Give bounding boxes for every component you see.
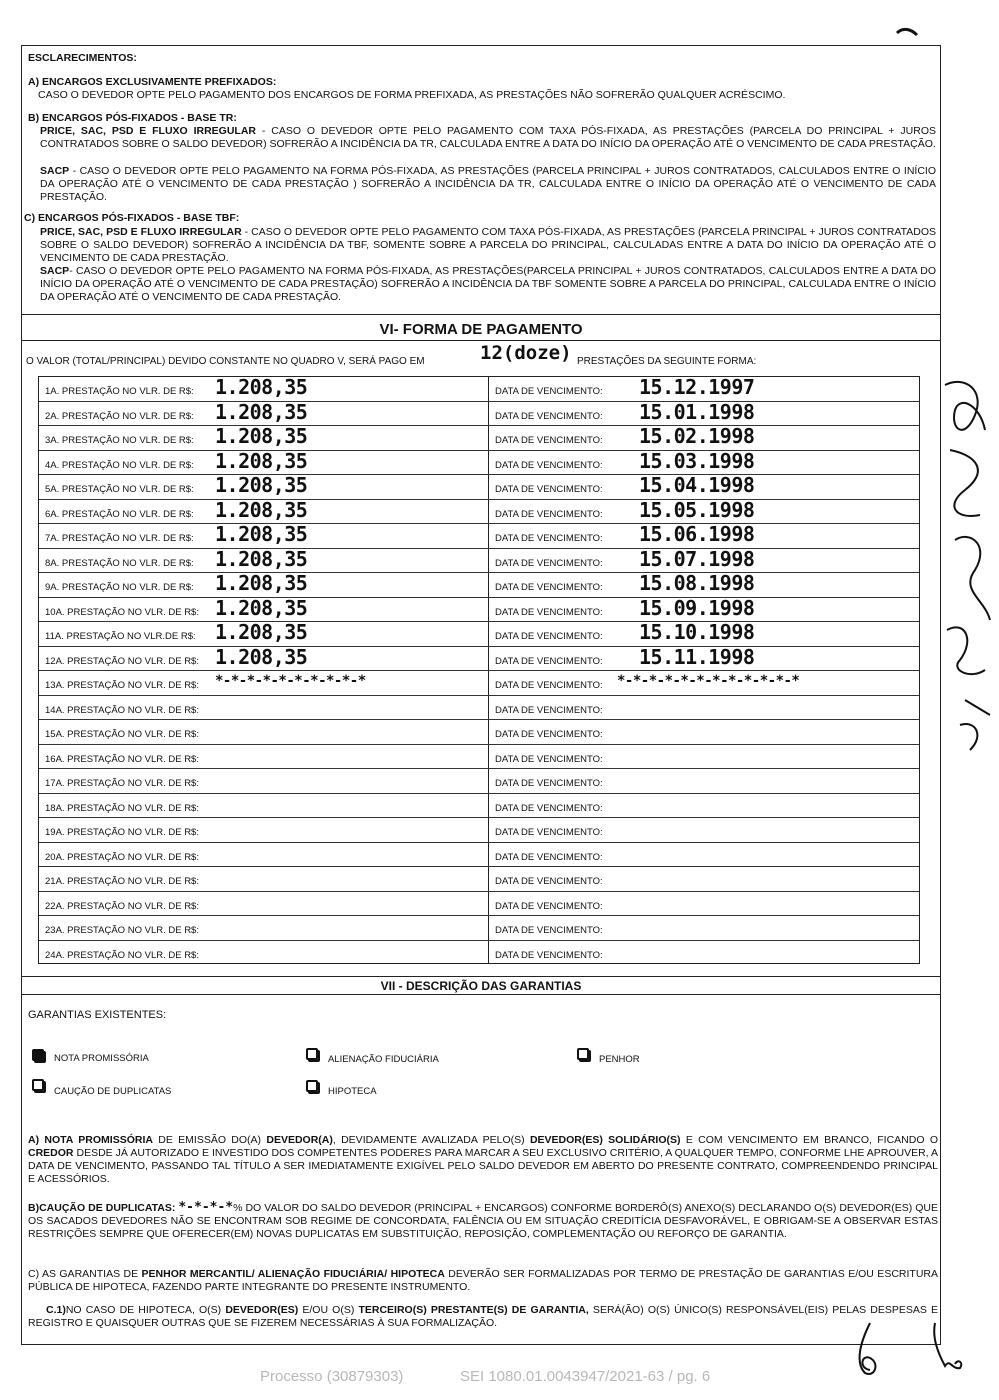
footer-sei: SEI 1080.01.0043947/2021-63 / pg. 6 (460, 1368, 711, 1385)
section-c-price-label: PRICE, SAC, PSD E FLUXO IRREGULAR (40, 226, 242, 238)
installment-label: 16A. PRESTAÇÃO NO VLR. DE R$: (45, 753, 199, 765)
installment-label: 3A. PRESTAÇÃO NO VLR. DE R$: (45, 435, 194, 446)
garantia-c-bold: PENHOR MERCANTIL/ ALIENAÇÃO FIDUCIÁRIA/ HIPOTECA (141, 1268, 445, 1280)
garantia-c1-text: SERÁ(ÃO) O(S) ÚNICO(S) RESPONSÁVEL(EIS) PELAS DESPESAS E REGISTRO E QUAISQUER OUTRAS QUE SE FIZEREM NECESSÁRIAS À SUA FORMALIZAÇÃO. (28, 1304, 939, 1329)
section-c-price-text: - CASO O DEVEDOR OPTE PELO PAGAMENTO COM TAXA PÓS-FIXADA, AS PRESTAÇÕES (PARCELA PRINCIPAL + JUROS CONTRATADOS SOBRE O SALDO DEVEDOR) SOFRERÃO A INCIDÊNCIA DA TBF, SOMENTE SOBRE A PARCELA DO PRINCIPAL, CALCULADAS ENTRE A DATA DO INÍCIO DA OPERAÇÃO ATÉ O VENCIMENTO DE CADA PRESTAÇÃO. (40, 226, 936, 264)
table-row (39, 595, 919, 623)
table-row (39, 671, 919, 696)
section-c-sacp-text: - CASO O DEVEDOR OPTE PELO PAGAMENTO NA FORMA PÓS-FIXADA, AS PRESTAÇÕES(PARCELA PRINCIPAL + JUROS CONTRATADOS, CALCULADOS ENTRE A DATA DO INÍCIO DA OPERAÇÃO ATÉ O VENCIMENTO DE CADA PRESTAÇÃO) SOFRERÃO A INCIDÊNCIA DA TBF SOMENTE SOBRE A PARCELA DO PRINCIPAL, CALCULADA ENTRE O INÍCIO DA OPERAÇÃO ATÉ O VENCIMENTO DE CADA PRESTAÇÃO. (40, 265, 936, 303)
section-c-sacp-label: SACP (40, 265, 70, 277)
due-date-label: DATA DE VENCIMENTO: (495, 876, 603, 887)
installment-value: 1.208,35 (215, 497, 308, 522)
garantia-a-text: DESDE JÁ AUTORIZADO E INVESTIDO DOS COMPETENTES PODERES PARA MARCAR A SEU EXCLUSIVO CRITÉRIO, A QUALQUER TEMPO, CONFORME LHE APROUVER, A DATA DE VENCIMENTO, PASSANDO TAL TÍTULO A SER IMEDIATAMENTE EXIGÍVEL PELO SALDO DEVEDOR EM ABERTO DO PRESENTE CONTRATO, COMPREENDENDO PRINCIPAL E ACESSÓRIOS. (28, 1147, 938, 1185)
installment-value: 1.208,35 (215, 473, 308, 497)
installment-label: 11A. PRESTAÇÃO NO VLR.DE R$: (45, 631, 196, 642)
garantia-c1-text: NO CASO DE HIPOTECA, O(S) (65, 1304, 226, 1316)
installment-due-date: 15.12.1997 (639, 375, 755, 399)
due-date-label: DATA DE VENCIMENTO: (495, 410, 603, 422)
garantia-c1-text: E/OU O(S) (298, 1304, 359, 1316)
table-row (39, 475, 919, 500)
table-row (39, 867, 919, 892)
installment-label: 12A. PRESTAÇÃO NO VLR. DE R$: (45, 655, 199, 667)
section-c-price (40, 226, 936, 265)
installment-label: 17A. PRESTAÇÃO NO VLR. DE R$: (45, 778, 199, 789)
checkbox-nota-promissoria[interactable] (32, 1049, 44, 1061)
garantias-existentes-label: GARANTIAS EXISTENTES: (28, 1009, 167, 1021)
garantia-b-paragraph (28, 1201, 938, 1241)
table-row (39, 916, 919, 941)
installment-label: 18A. PRESTAÇÃO NO VLR. DE R$: (45, 802, 199, 814)
table-row (39, 573, 919, 598)
section-b-price (40, 125, 936, 151)
installment-due-date: 15.10.1998 (639, 620, 755, 644)
installment-label: 24A. PRESTAÇÃO NO VLR. DE R$: (45, 949, 199, 961)
installment-label: 2A. PRESTAÇÃO NO VLR. DE R$: (45, 410, 194, 422)
installment-label: 4A. PRESTAÇÃO NO VLR. DE R$: (45, 459, 194, 471)
due-date-label: DATA DE VENCIMENTO: (495, 778, 603, 789)
installment-label: 5A. PRESTAÇÃO NO VLR. DE R$: (45, 484, 194, 495)
installment-value: 1.208,35 (215, 375, 308, 399)
garantia-c-text: DEVERÃO SER FORMALIZADAS POR TERMO DE PRESTAÇÃO DE GARANTIAS E/OU ESCRITURA PÚBLICA DE HIPOTECA, FAZENDO PARTE INTEGRANTE DO PRESENTE INSTRUMENTO. (28, 1268, 938, 1293)
installment-due-date: 15.09.1998 (639, 595, 755, 620)
table-row (39, 843, 919, 868)
table-row (39, 941, 919, 966)
installment-table (38, 376, 920, 964)
section-b-sacp-label: SACP (40, 165, 70, 177)
installment-value: 1.208,35 (215, 522, 308, 546)
installment-due-date: 15.02.1998 (639, 424, 755, 448)
installment-label: 23A. PRESTAÇÃO NO VLR. DE R$: (45, 925, 199, 936)
installment-label: 7A. PRESTAÇÃO NO VLR. DE R$: (45, 533, 194, 544)
checkbox-alienacao-fiduciaria[interactable] (306, 1048, 318, 1060)
section-a-text: CASO O DEVEDOR OPTE PELO PAGAMENTO DOS ENCARGOS DE FORMA PREFIXADA, AS PRESTAÇÕES NÃO SOFRERÃO QUALQUER ACRÉSCIMO. (38, 89, 786, 101)
installment-label: 19A. PRESTAÇÃO NO VLR. DE R$: (45, 827, 199, 838)
esclarecimentos-title: ESCLARECIMENTOS: (28, 52, 137, 64)
table-row (39, 497, 919, 525)
garantia-a-paragraph (28, 1134, 938, 1186)
due-date-label: DATA DE VENCIMENTO: (495, 582, 603, 593)
installment-label: 21A. PRESTAÇÃO NO VLR. DE R$: (45, 876, 199, 887)
installment-label: 6A. PRESTAÇÃO NO VLR. DE R$: (45, 508, 194, 520)
table-row (39, 794, 919, 819)
garantia-b-text: % DO VALOR DO SALDO DEVEDOR (PRINCIPAL + ENCARGOS) CONFORME BORDERÔ(S) ANEXO(S) DECLARANDO O(S) DEVEDOR(ES) QUE OS SACADOS DEVEDORES NÃO SE ENCONTRAM SOB REGIME DE CONCORDATA, FALÊNCIA OU EM SITUAÇÃO CREDITÍCIA DESFAVORÁVEL, E OBRIGAM-SE A OBSERVAR ESTAS RESTRIÇÕES SEMPRE QUE OFERECER(EM) NOVAS DUPLICATAS EM SUBSTITUIÇÃO, REPOSIÇÃO, COMPLEMENTAÇÃO OU REFORÇO DE GARANTIA. (28, 1202, 938, 1240)
due-date-label: DATA DE VENCIMENTO: (495, 802, 603, 814)
due-date-label: DATA DE VENCIMENTO: (495, 949, 603, 961)
table-row (39, 448, 919, 476)
checkbox-penhor[interactable] (577, 1048, 589, 1060)
due-date-label: DATA DE VENCIMENTO: (495, 655, 603, 667)
installment-count: 12(doze) (480, 342, 572, 364)
checkbox-caucao-duplicatas[interactable] (32, 1079, 44, 1091)
garantia-a-credor: CREDOR (28, 1147, 74, 1159)
due-date-label: DATA DE VENCIMENTO: (495, 827, 603, 838)
installment-due-date: 15.05.1998 (639, 497, 755, 522)
garantia-c-paragraph (28, 1268, 938, 1294)
garantia-b-value: *-*-*-* (178, 1200, 234, 1215)
installment-label: 10A. PRESTAÇÃO NO VLR. DE R$: (45, 606, 199, 618)
section-b-title: B) ENCARGOS PÓS-FIXADOS - BASE TR: (28, 112, 237, 124)
installment-due-date: 15.11.1998 (639, 644, 755, 669)
margin-signature (935, 370, 997, 760)
installment-label: 15A. PRESTAÇÃO NO VLR. DE R$: (45, 729, 199, 740)
installment-label: 8A. PRESTAÇÃO NO VLR. DE R$: (45, 557, 194, 569)
installment-due-date: 15.04.1998 (639, 473, 755, 497)
installment-due-date: 15.03.1998 (639, 448, 755, 473)
pagamento-intro (26, 355, 425, 368)
checkbox-hipoteca[interactable] (306, 1080, 318, 1092)
table-row (39, 818, 919, 843)
installment-label: 1A. PRESTAÇÃO NO VLR. DE R$: (45, 386, 194, 397)
section-b-sacp-text: - CASO O DEVEDOR OPTE PELO PAGAMENTO NA FORMA PÓS-FIXADA, AS PRESTAÇÕES (PARCELA PRINCIPAL + JUROS CONTRATADOS, CALCULADOS ENTRE O INÍCIO DA OPERAÇÃO ATÉ O VENCIMENTO DE CADA PRESTAÇÃO ) SOFRERÃO A INCIDÊNCIA DA TR, CALCULADA ENTRE O INÍCIO DA OPERAÇÃO ATÉ O VENCIMENTO DE CADA PRESTAÇÃO. (40, 165, 936, 203)
section-b-price-label: PRICE, SAC, PSD E FLUXO IRREGULAR (40, 125, 257, 137)
table-row (39, 644, 919, 672)
due-date-label: DATA DE VENCIMENTO: (495, 925, 603, 936)
due-date-label: DATA DE VENCIMENTO: (495, 386, 603, 397)
garantia-a-solidarios: DEVEDOR(ES) SOLIDÁRIO(S) (529, 1134, 681, 1146)
installment-label: 22A. PRESTAÇÃO NO VLR. DE R$: (45, 900, 199, 912)
table-row (39, 769, 919, 794)
corner-mark (895, 25, 919, 39)
installment-value: 1.208,35 (215, 571, 308, 595)
installment-value: 1.208,35 (215, 546, 308, 571)
due-date-label: DATA DE VENCIMENTO: (495, 484, 603, 495)
pagamento-intro-before: O VALOR (TOTAL/PRINCIPAL) DEVIDO CONSTANTE NO QUADRO V, SERÁ PAGO EM (26, 356, 425, 367)
installment-value: 1.208,35 (215, 644, 308, 669)
installment-value: 1.208,35 (215, 620, 308, 644)
due-date-label: DATA DE VENCIMENTO: (495, 704, 603, 716)
installment-value: 1.208,35 (215, 399, 308, 424)
due-date-label: DATA DE VENCIMENTO: (495, 680, 603, 691)
installment-label: 14A. PRESTAÇÃO NO VLR. DE R$: (45, 704, 199, 716)
table-row (39, 426, 919, 451)
pagamento-intro-after: PRESTAÇÕES DA SEGUINTE FORMA: (577, 356, 757, 367)
installment-label: 13A. PRESTAÇÃO NO VLR. DE R$: (45, 680, 199, 691)
garantias-title: VII - DESCRIÇÃO DAS GARANTIAS (380, 979, 582, 993)
option-nota-promissoria-label: NOTA PROMISSÓRIA (54, 1053, 149, 1064)
section-c-sacp (40, 265, 936, 304)
installment-value: *-*-*-*-*-*-*-*-*-* (215, 673, 366, 689)
installment-due-date: 15.07.1998 (639, 546, 755, 571)
divider (22, 314, 940, 315)
installment-due-date: 15.06.1998 (639, 522, 755, 546)
table-row (39, 892, 919, 917)
divider (22, 340, 940, 341)
installment-value: 1.208,35 (215, 424, 308, 448)
table-row (39, 745, 919, 770)
divider (22, 994, 940, 995)
garantia-a-text: , DEVIDAMENTE AVALIZADA PELO(S) (332, 1134, 530, 1146)
garantia-c1-label: C.1) (46, 1304, 66, 1316)
table-row (39, 622, 919, 647)
due-date-label: DATA DE VENCIMENTO: (495, 459, 603, 471)
due-date-label: DATA DE VENCIMENTO: (495, 900, 603, 912)
installment-label: 9A. PRESTAÇÃO NO VLR. DE R$: (45, 582, 194, 593)
garantia-a-text: DE EMISSÃO DO(A) (152, 1134, 267, 1146)
table-row (39, 399, 919, 427)
garantia-c-text: C) AS GARANTIAS DE (28, 1268, 142, 1280)
option-penhor-label: PENHOR (599, 1054, 640, 1065)
table-row (39, 720, 919, 745)
option-alienacao-fiduciaria-label: ALIENAÇÃO FIDUCIÁRIA (328, 1054, 439, 1065)
due-date-label: DATA DE VENCIMENTO: (495, 508, 603, 520)
installment-value: 1.208,35 (215, 448, 308, 473)
table-row (39, 546, 919, 574)
due-date-label: DATA DE VENCIMENTO: (495, 435, 603, 446)
installment-due-date: *-*-*-*-*-*-*-*-*-*-*-* (617, 673, 800, 689)
section-a-title: A) ENCARGOS EXCLUSIVAMENTE PREFIXADOS: (28, 76, 277, 88)
option-hipoteca-label: HIPOTECA (328, 1086, 377, 1097)
bottom-initials (840, 1318, 970, 1380)
due-date-label: DATA DE VENCIMENTO: (495, 753, 603, 765)
installment-due-date: 15.01.1998 (639, 399, 755, 424)
garantia-c1-devedor: DEVEDOR(ES) (225, 1304, 299, 1316)
due-date-label: DATA DE VENCIMENTO: (495, 533, 603, 544)
garantia-a-label: A) NOTA PROMISSÓRIA (28, 1134, 153, 1146)
installment-due-date: 15.08.1998 (639, 571, 755, 595)
garantia-a-text: E COM VENCIMENTO EM BRANCO, FICANDO O (680, 1134, 938, 1146)
due-date-label: DATA DE VENCIMENTO: (495, 606, 603, 618)
option-caucao-duplicatas-label: CAUÇÃO DE DUPLICATAS (54, 1086, 172, 1097)
footer-processo: Processo (30879303) (260, 1368, 404, 1385)
garantia-a-devedor: DEVEDOR(A) (266, 1134, 333, 1146)
section-c-title: C) ENCARGOS PÓS-FIXADOS - BASE TBF: (24, 212, 240, 224)
due-date-label: DATA DE VENCIMENTO: (495, 851, 603, 863)
due-date-label: DATA DE VENCIMENTO: (495, 557, 603, 569)
installment-label: 20A. PRESTAÇÃO NO VLR. DE R$: (45, 851, 199, 863)
divider (22, 976, 940, 977)
table-row (39, 696, 919, 721)
garantia-b-label: B)CAUÇÃO DE DUPLICATAS: (28, 1202, 176, 1214)
installment-value: 1.208,35 (215, 595, 308, 620)
pagamento-title: VI- FORMA DE PAGAMENTO (379, 321, 583, 338)
section-b-price-text: - CASO O DEVEDOR OPTE PELO PAGAMENTO COM TAXA PÓS-FIXADA, AS PRESTAÇÕES (PARCELA DO PRINCIPAL + JUROS CONTRATADOS SOBRE O SALDO DEVEDOR) SOFRERÃO A INCIDÊNCIA DA TR, CALCULADA ENTRE A DATA DO INÍCIO DA OPERAÇÃO ATÉ O VENCIMENTO DE CADA PRESTAÇÃO. (40, 125, 936, 150)
contract-page (21, 45, 941, 1345)
table-row (39, 524, 919, 549)
due-date-label: DATA DE VENCIMENTO: (495, 729, 603, 740)
garantia-c1-terceiro: TERCEIRO(S) PRESTANTE(S) DE GARANTIA, (358, 1304, 589, 1316)
table-row (39, 377, 919, 402)
section-b-sacp (40, 165, 936, 204)
garantia-c1-paragraph (28, 1304, 938, 1330)
due-date-label: DATA DE VENCIMENTO: (495, 631, 603, 642)
